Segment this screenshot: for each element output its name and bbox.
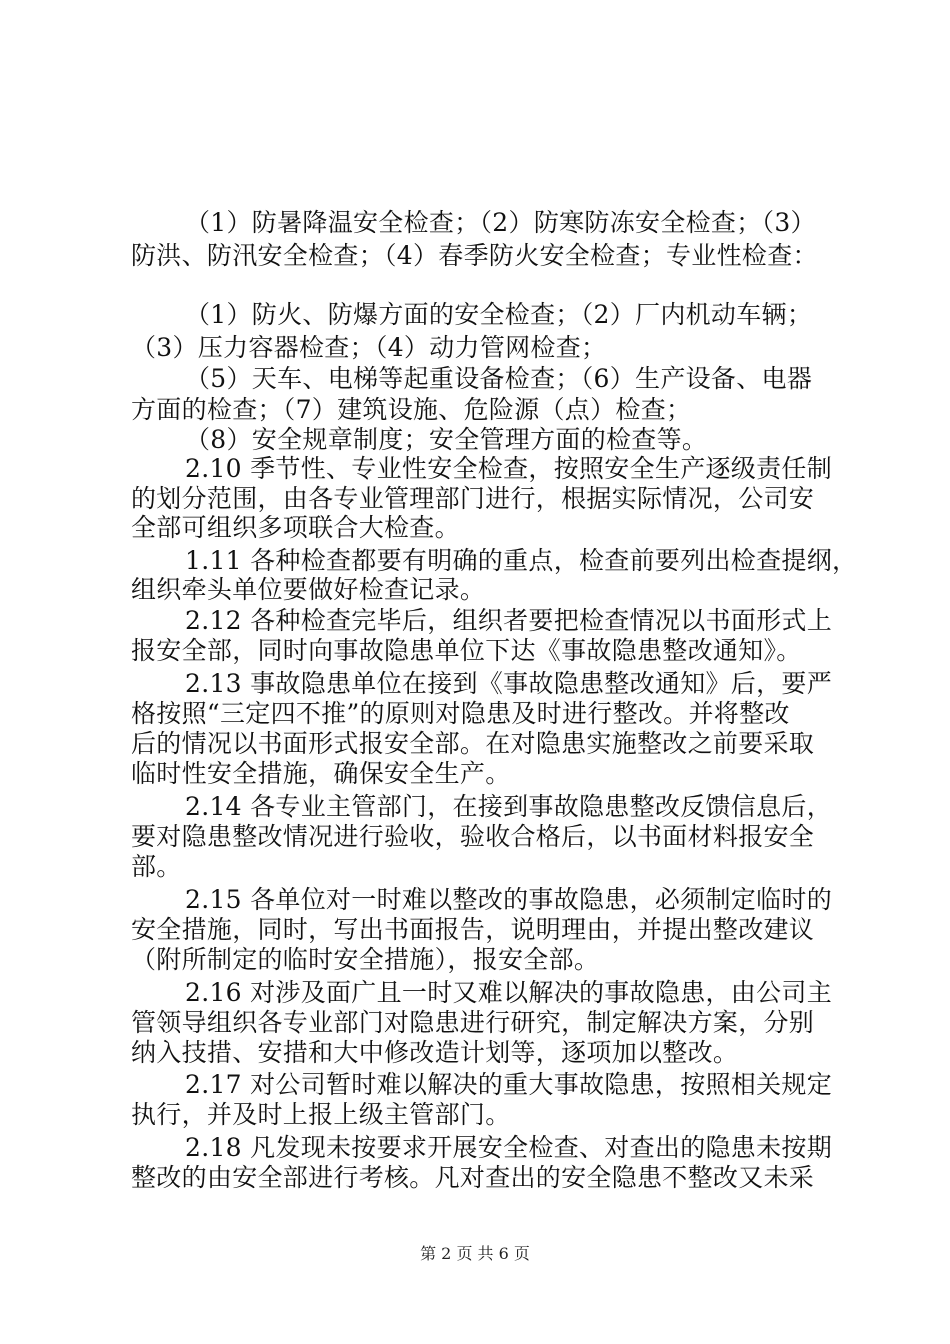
text-line: 的划分范围，由各专业管理部门进行，根据实际情况，公司安 bbox=[131, 484, 815, 513]
text-line: 要对隐患整改情况进行验收，验收合格后，以书面材料报安全 bbox=[131, 822, 815, 851]
text-line: 方面的检查；（7）建筑设施、危险源（点）检查； bbox=[131, 395, 692, 424]
text-line: （3）压力容器检查；（4）动力管网检查； bbox=[131, 333, 607, 362]
text-line: 2.10 季节性、专业性安全检查，按照安全生产逐级责任制 bbox=[185, 454, 833, 483]
text-line: 2.15 各单位对一时难以整改的事故隐患，必须制定临时的 bbox=[185, 885, 833, 914]
text-line: 格按照“三定四不推”的原则对隐患及时进行整改。并将整改 bbox=[131, 699, 790, 728]
text-line: 防洪、防汛安全检查；（4）春季防火安全检查；专业性检查： bbox=[131, 241, 818, 270]
text-line: 2.16 对涉及面广且一时又难以解决的事故隐患，由公司主 bbox=[185, 978, 833, 1007]
text-line: 安全措施，同时，写出书面报告，说明理由，并提出整改建议 bbox=[131, 915, 815, 944]
text-line: （5）天车、电梯等起重设备检查；（6）生产设备、电器 bbox=[185, 364, 813, 393]
text-line: （1）防暑降温安全检查；（2）防寒防冻安全检查；（3） bbox=[185, 208, 816, 237]
text-line: 临时性安全措施，确保安全生产。 bbox=[131, 759, 511, 788]
text-line: 2.17 对公司暂时难以解决的重大事故隐患，按照相关规定 bbox=[185, 1070, 833, 1099]
text-line: （附所制定的临时安全措施），报安全部。 bbox=[131, 945, 600, 974]
page-footer: 第 2 页 共 6 页 bbox=[420, 1244, 530, 1263]
text-line: （8）安全规章制度；安全管理方面的检查等。 bbox=[185, 425, 708, 454]
text-line: 后的情况以书面形式报安全部。在对隐患实施整改之前要采取 bbox=[131, 729, 815, 758]
text-line: 全部可组织多项联合大检查。 bbox=[131, 513, 460, 542]
text-line: 2.12 各种检查完毕后，组织者要把检查情况以书面形式上 bbox=[185, 606, 833, 635]
text-line: 部。 bbox=[131, 852, 182, 881]
text-line: 2.14 各专业主管部门，在接到事故隐患整改反馈信息后， bbox=[185, 792, 833, 821]
text-line: （1）防火、防爆方面的安全检查；（2）厂内机动车辆； bbox=[185, 300, 813, 329]
text-line: 1.11 各种检查都要有明确的重点，检查前要列出检查提纲， bbox=[185, 546, 858, 575]
text-line: 纳入技措、安措和大中修改造计划等，逐项加以整改。 bbox=[131, 1038, 739, 1067]
text-line: 管领导组织各专业部门对隐患进行研究，制定解决方案，分别 bbox=[131, 1008, 815, 1037]
text-line: 2.18 凡发现未按要求开展安全检查、对查出的隐患未按期 bbox=[185, 1133, 833, 1162]
text-line: 执行，并及时上报上级主管部门。 bbox=[131, 1100, 511, 1129]
text-line: 组织牵头单位要做好检查记录。 bbox=[131, 575, 486, 604]
text-line: 报安全部，同时向事故隐患单位下达《事故隐患整改通知》。 bbox=[131, 636, 802, 665]
text-line: 2.13 事故隐患单位在接到《事故隐患整改通知》后，要严 bbox=[185, 669, 833, 698]
text-line: 整改的由安全部进行考核。凡对查出的安全隐患不整改又未采 bbox=[131, 1163, 815, 1192]
